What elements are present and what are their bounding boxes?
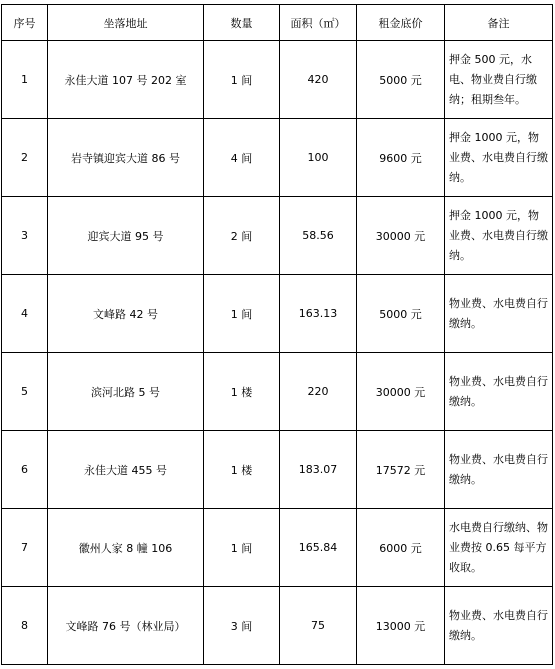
- table-row: [2, 353, 553, 431]
- cell-note: 物业费、水电费自行缴纳。: [445, 353, 553, 431]
- table-row: [2, 587, 553, 665]
- cell-quantity: 1 间: [204, 275, 280, 353]
- cell-address: 文峰路 42 号: [48, 275, 204, 353]
- cell-rent: 30000 元: [357, 353, 445, 431]
- cell-note: 押金 500 元，水电、物业费自行缴纳；租期叁年。: [445, 41, 553, 119]
- cell-rent: 5000 元: [357, 275, 445, 353]
- cell-address: 滨河北路 5 号: [48, 353, 204, 431]
- cell-quantity: 3 间: [204, 587, 280, 665]
- cell-area: 165.84: [280, 509, 357, 587]
- header-quantity: 数量: [204, 5, 280, 41]
- cell-area: 100: [280, 119, 357, 197]
- cell-area: 420: [280, 41, 357, 119]
- table-body: [2, 41, 553, 665]
- cell-quantity: 1 楼: [204, 431, 280, 509]
- header-no: 序号: [2, 5, 48, 41]
- cell-no: 2: [2, 119, 48, 197]
- table-row: [2, 197, 553, 275]
- cell-rent: 9600 元: [357, 119, 445, 197]
- cell-note: 押金 1000 元，物业费、水电费自行缴纳。: [445, 119, 553, 197]
- cell-no: 3: [2, 197, 48, 275]
- header-rent: 租金底价: [357, 5, 445, 41]
- cell-quantity: 1 楼: [204, 353, 280, 431]
- cell-area: 163.13: [280, 275, 357, 353]
- table-row: [2, 41, 553, 119]
- cell-address: 永佳大道 107 号 202 室: [48, 41, 204, 119]
- rental-table: [1, 4, 553, 665]
- cell-no: 8: [2, 587, 48, 665]
- table-row: [2, 119, 553, 197]
- cell-note: 水电费自行缴纳、物业费按 0.65 每平方收取。: [445, 509, 553, 587]
- cell-quantity: 2 间: [204, 197, 280, 275]
- cell-rent: 17572 元: [357, 431, 445, 509]
- cell-rent: 6000 元: [357, 509, 445, 587]
- cell-area: 220: [280, 353, 357, 431]
- cell-rent: 5000 元: [357, 41, 445, 119]
- cell-note: 押金 1000 元，物业费、水电费自行缴纳。: [445, 197, 553, 275]
- cell-note: 物业费、水电费自行缴纳。: [445, 587, 553, 665]
- cell-area: 183.07: [280, 431, 357, 509]
- table-row: [2, 509, 553, 587]
- cell-address: 文峰路 76 号（林业局）: [48, 587, 204, 665]
- cell-note: 物业费、水电费自行缴纳。: [445, 431, 553, 509]
- header-area: 面积（㎡）: [280, 5, 357, 41]
- cell-quantity: 1 间: [204, 509, 280, 587]
- cell-address: 岩寺镇迎宾大道 86 号: [48, 119, 204, 197]
- cell-note: 物业费、水电费自行缴纳。: [445, 275, 553, 353]
- table-row: [2, 275, 553, 353]
- cell-no: 6: [2, 431, 48, 509]
- cell-area: 58.56: [280, 197, 357, 275]
- cell-address: 迎宾大道 95 号: [48, 197, 204, 275]
- table-row: [2, 431, 553, 509]
- cell-no: 1: [2, 41, 48, 119]
- cell-area: 75: [280, 587, 357, 665]
- cell-no: 5: [2, 353, 48, 431]
- cell-no: 7: [2, 509, 48, 587]
- cell-quantity: 1 间: [204, 41, 280, 119]
- table-header: [2, 5, 553, 41]
- cell-no: 4: [2, 275, 48, 353]
- cell-quantity: 4 间: [204, 119, 280, 197]
- header-address: 坐落地址: [48, 5, 204, 41]
- cell-rent: 13000 元: [357, 587, 445, 665]
- cell-rent: 30000 元: [357, 197, 445, 275]
- cell-address: 徽州人家 8 幢 106: [48, 509, 204, 587]
- header-note: 备注: [445, 5, 553, 41]
- header-row: [2, 5, 553, 41]
- cell-address: 永佳大道 455 号: [48, 431, 204, 509]
